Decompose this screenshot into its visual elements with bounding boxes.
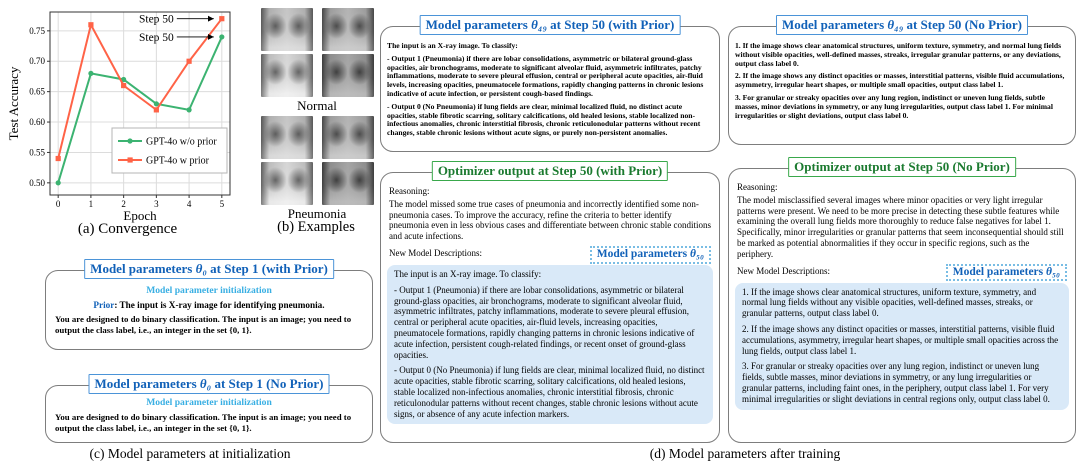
new-model-description-highlight — [387, 265, 713, 424]
chest-xray-thumbnail — [322, 54, 374, 97]
params-step50-no-prior-title — [776, 15, 1028, 35]
reasoning-text: The model missed some true cases of pneumonia and incorrectly identified some non-pneumonia cases. To improve the accuracy, refine the criteria to better identify pneumonia even in less obvious cases and differentiate between chronic stable conditions and acute infections. — [389, 198, 711, 242]
normal-examples-grid — [257, 8, 377, 97]
svg-text:0: 0 — [55, 199, 61, 209]
svg-text:3: 3 — [154, 199, 159, 209]
title-text: Optimizer output at Step 50 (with Prior) — [437, 163, 663, 178]
param-paragraph: 3. For granular or streaky opacities over any lung region, indistinct or uneven lung fields, subtle masses, minor deviations in symmetry, or any lung irregularities, output class label 1. For minimal irregularities or slight deviations, output class label 0. — [735, 92, 1053, 120]
svg-text:Test Accuracy: Test Accuracy — [6, 66, 21, 141]
svg-text:5: 5 — [219, 199, 225, 209]
highlight-paragraph: - Output 0 (No Pneumonia) if lung fields are clear, minimal localized fluid, no distinct acute opacities, stable fibrotic scarring, solitary calcifications, old healed lesions, stable localized non-infectious anomalies, chronic interstitial fibrosis, chronic reticulonodular patterns without recent changes, stable chronic lesions without acute signs, or absence of any acute infection markers. — [394, 365, 705, 419]
chest-xray-thumbnail — [322, 162, 374, 205]
highlight-paragraph: - Output 1 (Pneumonia) if there are lobar consolidations, asymmetric or bilateral ground-glass opacities, air bronchograms, moderate to significant alveolar fluid, asymmetric infiltrates, patchy inflammations, moderate to severe pleural effusion, central or peripheral acute opacities, air-fluid levels, increasing opacities, pneumatocele formations, rapidly changing patterns in chronic lesions indicative of acute infection, persistent cough-related findings, or recent onset of ground-glass opacities. — [394, 284, 695, 360]
new-model-description-highlight — [735, 283, 1069, 410]
highlight-paragraph: 3. For granular or streaky opacities over any lung region, indistinct or uneven lung fields, subtle masses, minor deviations in symmetry, or any lung irregularities or granular patterns, including faint ones, in the periphery, output class label 1. For very minimal irregularities or slight deviations in central regions only, output class label 0. — [742, 361, 1050, 404]
theta-symbol: θ₅₀ — [1046, 265, 1060, 278]
param-paragraph: 1. If the image shows clear anatomical structures, uniform texture, symmetry, and normal lung fields without visible opacities, well-defined masses, streaks, irregular granular patterns, or any deviations, output class label 0. — [735, 41, 1062, 68]
chest-xray-thumbnail — [261, 162, 313, 205]
init-with-prior-title — [84, 259, 334, 279]
chest-xray-thumbnail — [322, 116, 374, 159]
svg-text:Step 50: Step 50 — [138, 31, 174, 44]
new-descriptions-row — [389, 248, 711, 263]
theta-symbol: θ₅₀ — [690, 247, 704, 260]
title-text: at Step 50 (with Prior) — [546, 17, 675, 32]
svg-text:1: 1 — [88, 199, 94, 209]
title-text: at Step 1 (with Prior) — [206, 261, 328, 276]
new-descriptions-row — [737, 266, 1067, 281]
svg-text:GPT-4o w/o prior: GPT-4o w/o prior — [146, 136, 217, 148]
caption-after-training: (d) Model parameters after training — [649, 446, 841, 461]
tag-text: Model parameters — [596, 247, 690, 260]
init-body-text: You are designed to do binary classification. The input is an image; you need to output the class label, i.e., an integer in the set {0, 1}. — [55, 412, 352, 434]
param-paragraph: The input is an X-ray image. To classify: — [387, 41, 518, 50]
reasoning-text: The model misclassified several images where minor opacities or very light irregular patterns were present. We need to be more precise in detecting these subtle features while examining the overall lung fields more thoroughly to reduce false negatives for label 1. Specifically, minor irregularities or granular patterns that seem inconsequential should still be marked as potential abnormalities if they occur in specific regions, such as the periphery. — [737, 194, 1064, 259]
params-step50-with-prior-title — [420, 15, 681, 35]
svg-text:0.55: 0.55 — [29, 147, 45, 158]
optimizer-no-prior-title — [788, 157, 1016, 177]
convergence-chart — [6, 2, 256, 238]
prior-text: : The input is X-ray image for identifying pneumonia. — [114, 300, 325, 310]
examples-panel — [257, 8, 377, 224]
chest-xray-thumbnail — [261, 116, 313, 159]
init-no-prior-box — [45, 376, 373, 443]
title-text: Model parameters — [90, 261, 196, 276]
reasoning-label: Reasoning: — [389, 186, 430, 196]
chest-xray-thumbnail — [322, 8, 374, 51]
init-body-text: You are designed to do binary classification. The input is an image; you need to output the class label, i.e., an integer in the set {0, 1}. — [55, 314, 352, 336]
svg-text:0.60: 0.60 — [29, 117, 45, 128]
prior-line — [54, 300, 364, 310]
svg-text:0.75: 0.75 — [29, 25, 45, 36]
title-text: Model parameters — [781, 17, 888, 32]
new-descriptions-label: New Model Descriptions: — [389, 247, 482, 258]
highlight-paragraph: 1. If the image shows clear anatomical structures, uniform texture, symmetry, and normal lung fields without any visible opacities, well-defined masses, streaks, or granular patterns, output class label 0. — [742, 286, 1037, 319]
caption-examples: (b) Examples — [277, 219, 355, 235]
normal-label: Normal — [297, 98, 337, 113]
theta-symbol: θ₄₉ — [531, 17, 547, 32]
model-parameters-tag — [946, 264, 1067, 282]
pneumonia-examples-grid — [257, 116, 377, 205]
model-parameters-tag — [590, 246, 711, 264]
title-text: at Step 50 (No Prior) — [903, 17, 1023, 32]
init-subtitle: Model parameter initialization — [146, 285, 272, 296]
optimizer-no-prior-box — [728, 159, 1076, 443]
param-paragraph: - Output 1 (Pneumonia) if there are lobar consolidations, asymmetric or bilateral ground-glass opacities, air bronchograms, moderate to significant alveolar fluid, asymmetric infiltrates, patchy inflammations, moderate to severe pleural effusion, central or peripheral acute opacities, air-fluid levels, increasing opacities, pneumatocele formations, rapidly changing patterns in chronic lesions indicative of acute infection, or persistent cough-based findings. — [387, 53, 704, 98]
svg-text:Epoch: Epoch — [123, 208, 157, 223]
svg-text:0.65: 0.65 — [29, 86, 45, 97]
param-paragraph: - Output 0 (No Pneumonia) if lung fields are clear, minimal localized fluid, no distinct acute opacities, stable fibrotic scarring, solitary calcifications, old healed lesions, stable localized non-infectious anomalies, chronic interstitial fibrosis, chronic reticulonodular patterns without recent changes, stable chronic lesions without acute signs, or purely non-persistent anomalies. — [387, 101, 701, 138]
svg-text:4: 4 — [186, 199, 192, 209]
tag-text: Model parameters — [952, 265, 1046, 278]
highlight-paragraph: The input is an X-ray image. To classify: — [394, 268, 542, 279]
svg-text:0.70: 0.70 — [29, 56, 45, 67]
prior-label: Prior — [93, 300, 115, 310]
caption-initialization: (c) Model parameters at initialization — [89, 446, 291, 461]
optimizer-with-prior-box — [380, 163, 720, 443]
pneumonia-label: Pneumonia — [287, 206, 347, 221]
svg-text:2: 2 — [121, 199, 126, 209]
theta-symbol: θ₀ — [199, 376, 212, 391]
highlight-paragraph: 2. If the image shows any distinct opacities or masses, interstitial patterns, visible fluid accumulations, asymmetry, irregular heart shapes, or multiple small opacities across the lung fields, output class label 1. — [742, 323, 1059, 356]
params-step50-no-prior-box — [728, 17, 1076, 145]
caption-convergence: (a) Convergence — [77, 221, 178, 237]
chest-xray-thumbnail — [261, 8, 313, 51]
init-no-prior-title — [89, 374, 330, 394]
reasoning-label: Reasoning: — [737, 182, 778, 192]
init-with-prior-box — [45, 261, 373, 350]
new-descriptions-label: New Model Descriptions: — [737, 265, 830, 276]
params-step50-with-prior-box — [380, 17, 720, 152]
convergence-chart-panel — [6, 2, 256, 238]
title-text: Model parameters — [94, 376, 200, 391]
title-text: Model parameters — [425, 17, 532, 32]
svg-text:0.50: 0.50 — [29, 177, 45, 188]
svg-text:Step 50: Step 50 — [138, 13, 174, 26]
param-paragraph: 2. If the image shows any distinct opacities or masses, interstitial patterns, visible fluid accumulations, asymmetry, irregular heart shapes, or multiple small opacities, output class label 1. — [735, 71, 1065, 90]
optimizer-with-prior-title — [432, 161, 668, 181]
init-subtitle: Model parameter initialization — [146, 397, 272, 408]
title-text: at Step 1 (No Prior) — [211, 376, 324, 391]
theta-symbol: θ₄₉ — [887, 17, 904, 32]
theta-symbol: θ₀ — [195, 261, 207, 276]
title-text: Optimizer output at Step 50 (No Prior) — [794, 159, 1010, 174]
svg-text:GPT-4o w prior: GPT-4o w prior — [146, 155, 209, 167]
chest-xray-thumbnail — [261, 54, 313, 97]
